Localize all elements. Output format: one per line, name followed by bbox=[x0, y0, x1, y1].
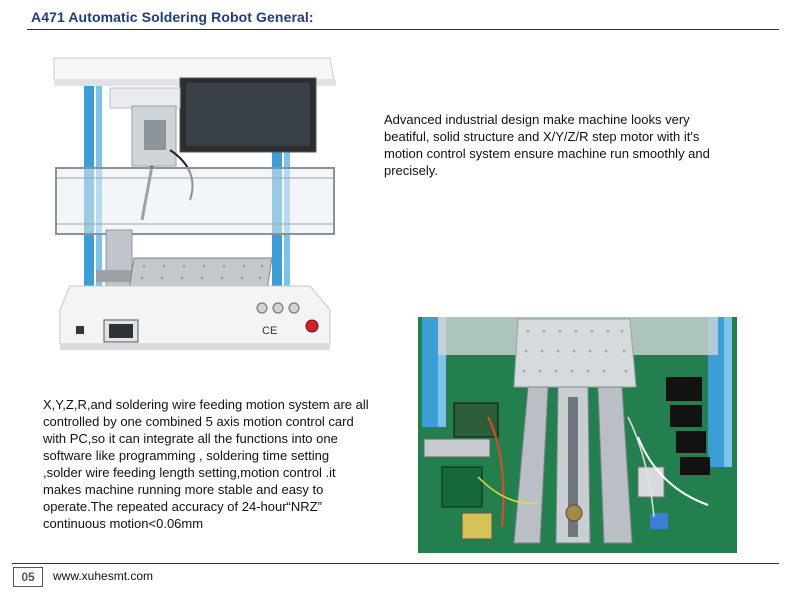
machine-photo bbox=[40, 50, 346, 360]
design-paragraph: Advanced industrial design make machine looks very beatiful, solid structure and X/Y/Z/R step motor with it's motion control system ensure machine run smoothly and precisely. bbox=[384, 112, 710, 178]
header-divider bbox=[27, 29, 779, 30]
page-title: A471 Automatic Soldering Robot General: bbox=[31, 9, 314, 25]
interior-photo bbox=[418, 317, 737, 553]
footer-divider bbox=[12, 563, 779, 564]
website-link[interactable]: www.xuhesmt.com bbox=[53, 569, 154, 583]
motion-paragraph: X,Y,Z,R,and soldering wire feeding motion system are all controlled by one combined 5 axis motion control card with PC,so it can integrate all the functions into one software like programming , soldering time setting ,solder wire feeding length setting,motion control .it makes machine running more stable and easy to operate.The repeated accuracy of 24-hour“NRZ” continuous motion<0.06mm bbox=[43, 397, 369, 531]
ce-mark: CE bbox=[262, 325, 278, 337]
page-number: 05 bbox=[13, 567, 43, 587]
